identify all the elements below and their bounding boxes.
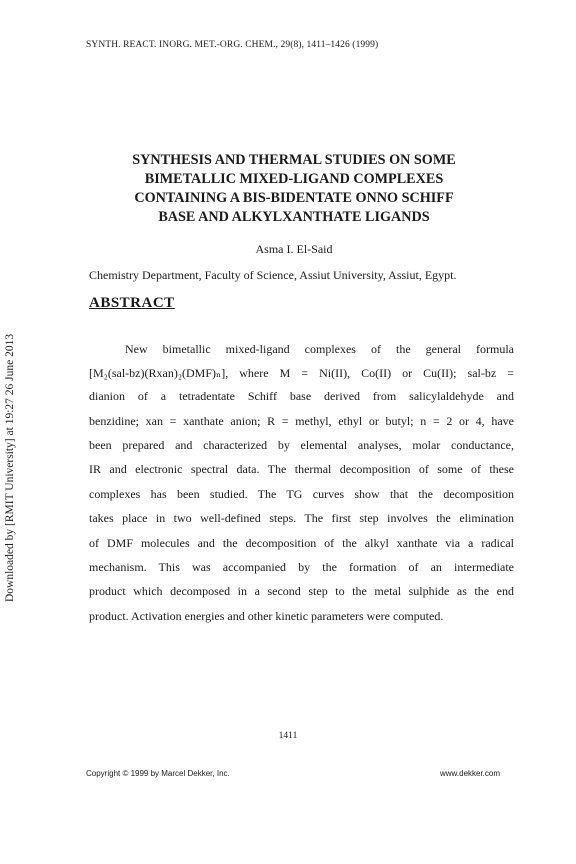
title-line: BASE AND ALKYLXANTHATE LIGANDS — [158, 209, 430, 225]
abstract-line: been prepared and characterized by elemental analyses, molar conductance, — [89, 438, 514, 452]
abstract-line: benzidine; xan = xanthate anion; R = methyl, ethyl or butyl; n = 2 or 4, have — [89, 414, 514, 428]
abstract-line: complexes has been studied. The TG curves show that the decomposition — [89, 487, 514, 501]
download-watermark: Downloaded by [RMIT University] at 19:27 26 June 2013 — [4, 333, 16, 602]
author-name: Asma I. El-Said — [255, 242, 333, 256]
abstract-line: IR and electronic spectral data. The thermal decomposition of some of these — [89, 462, 514, 476]
page-number: 1411 — [278, 731, 298, 741]
abstract-line: [M₂(sal-bz)(Rxan)₂(DMF)ₙ], where M = Ni(II), Co(II) or Cu(II); sal-bz = — [89, 366, 514, 380]
title-line: BIMETALLIC MIXED-LIGAND COMPLEXES — [144, 171, 444, 187]
title-line: SYNTHESIS AND THERMAL STUDIES ON SOME — [132, 152, 456, 168]
copyright-notice: Copyright © 1999 by Marcel Dekker, Inc. — [86, 769, 230, 778]
abstract-line: product which decomposed in a second step to the metal sulphide as the end — [89, 584, 514, 598]
title-line: CONTAINING A BIS-BIDENTATE ONNO SCHIFF — [134, 190, 454, 206]
article-title — [104, 151, 484, 227]
abstract-heading: ABSTRACT — [89, 295, 175, 311]
abstract-line: dianion of a tetradentate Schiff base derived from salicylaldehyde and — [89, 389, 514, 403]
author-affiliation: Chemistry Department, Faculty of Science, Assiut University, Assiut, Egypt. — [89, 268, 457, 282]
abstract-line: mechanism. This was accompanied by the formation of an intermediate — [89, 560, 514, 574]
publisher-website[interactable]: www.dekker.com — [440, 769, 501, 778]
abstract-line: New bimetallic mixed-ligand complexes of the general formula — [125, 342, 514, 356]
abstract-line: product. Activation energies and other kinetic parameters were computed. — [89, 609, 444, 623]
abstract-line: of DMF molecules and the decomposition of the alkyl xanthate via a radical — [89, 536, 514, 550]
journal-citation: SYNTH. REACT. INORG. MET.-ORG. CHEM., 29(8), 1411–1426 (1999) — [86, 40, 379, 50]
abstract-line: takes place in two well-defined steps. The first step involves the elimination — [89, 511, 514, 525]
